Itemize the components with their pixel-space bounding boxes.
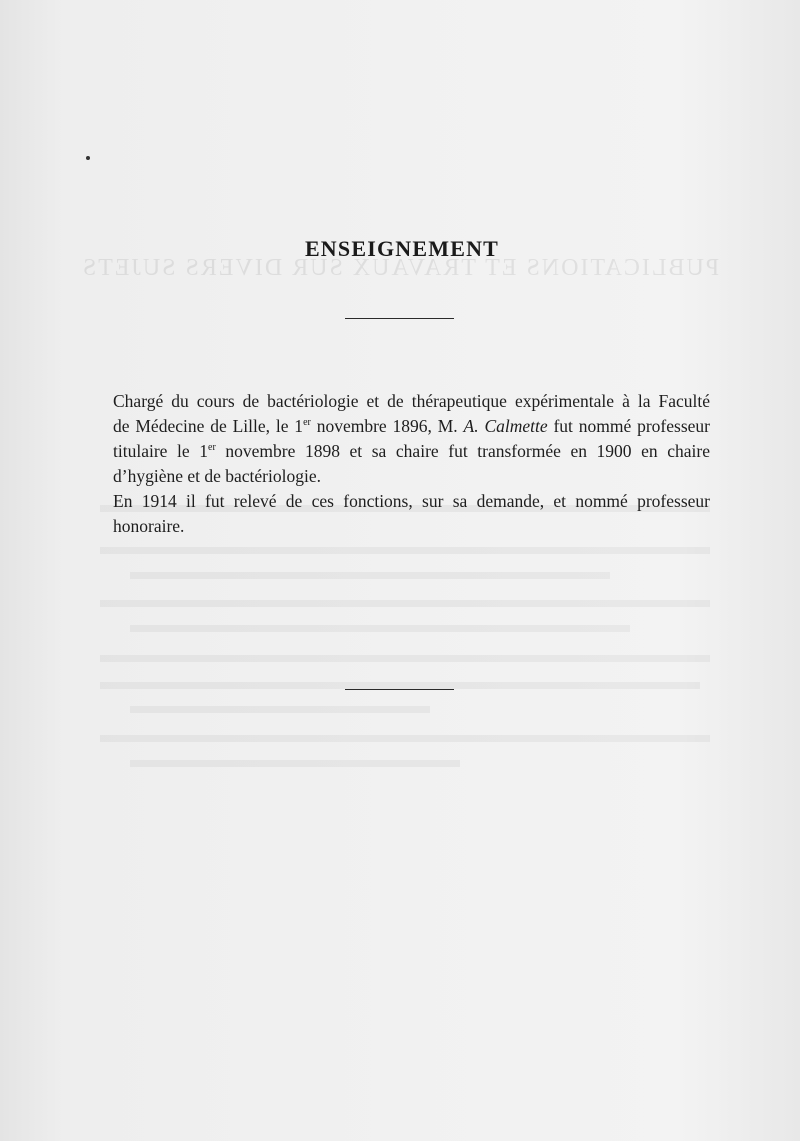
text-run: novembre 1896, M.	[310, 416, 464, 436]
title-rule	[345, 318, 454, 319]
person-name: A. Calmette	[463, 416, 548, 436]
paragraph-1-line-1: Chargé du cours de bactériologie et de thérapeutique expérimentale à la Faculté	[113, 391, 710, 411]
paragraph-1-line-4: d’hygiène et de bactériologie.	[113, 466, 321, 486]
paragraph-1-line-3	[113, 439, 710, 464]
superscript: er	[303, 417, 311, 428]
text-run: titulaire le 1	[113, 441, 208, 461]
paragraph-2-line-2: honoraire.	[113, 516, 185, 536]
text-run: novembre 1898 et sa chaire fut transformée en 1900 en chaire	[215, 441, 710, 461]
closing-rule	[345, 689, 454, 690]
page-title: ENSEIGNEMENT	[304, 236, 500, 261]
text-run: fut nommé professeur	[547, 416, 710, 436]
speck-mark	[86, 156, 90, 160]
paragraph-2-line-1: En 1914 il fut relevé de ces fonctions, sur sa demande, et nommé professeur	[113, 491, 710, 511]
text-run: de Médecine de Lille, le 1	[113, 416, 304, 436]
superscript: er	[208, 442, 216, 453]
body-text	[113, 389, 710, 539]
paragraph-1-line-2	[113, 414, 710, 439]
